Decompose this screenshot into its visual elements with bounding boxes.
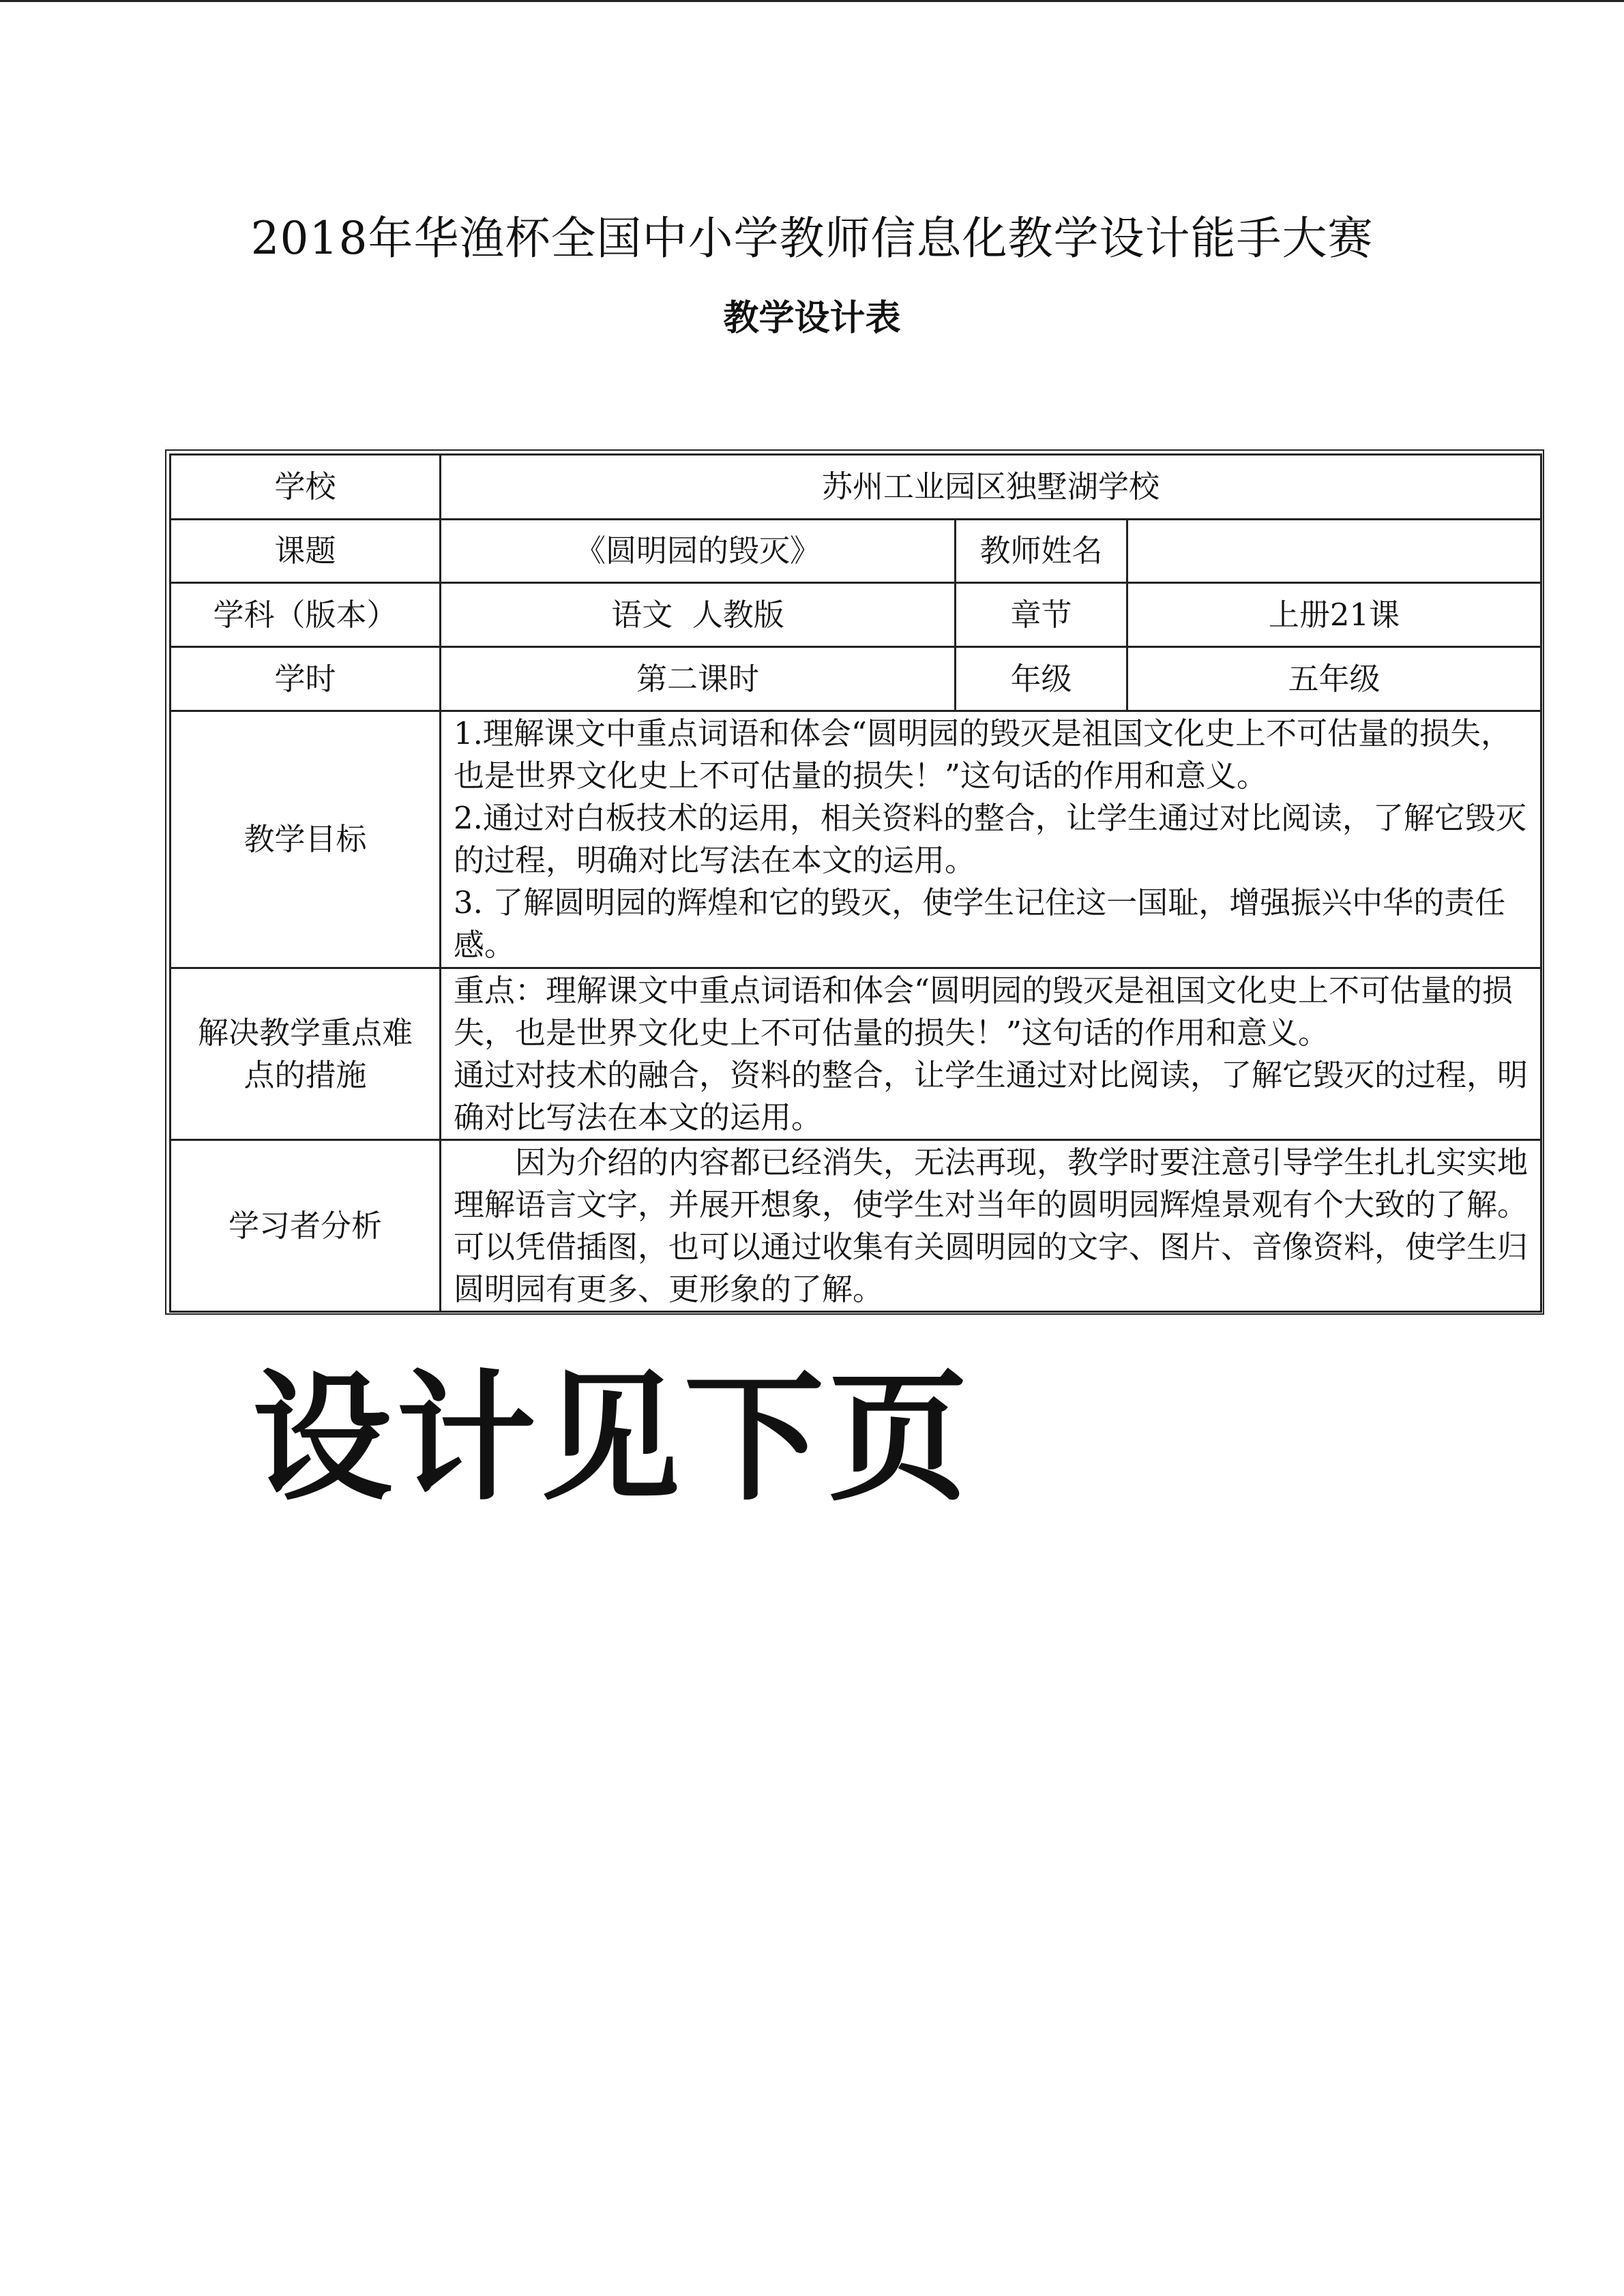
- table-row-subject: [171, 583, 1541, 647]
- learner-analysis-label: 学习者分析: [171, 1140, 441, 1312]
- objectives-content: [441, 711, 1541, 968]
- subject-value: 语文 人教版: [441, 583, 956, 647]
- table-row-topic: [171, 520, 1541, 583]
- teacher-name-value: [1127, 520, 1541, 583]
- objective-item: 2.通过对白板技术的运用，相关资料的整合，让学生通过对比阅读，了解它毁灭的过程，明确对比写法在本文的运用。: [454, 800, 1526, 878]
- period-value: 第二课时: [441, 647, 956, 711]
- period-label: 学时: [171, 647, 441, 711]
- table-row-learner: [171, 1140, 1541, 1312]
- table-row-objectives: [171, 711, 1541, 968]
- table-row-measures: [171, 968, 1541, 1140]
- school-label: 学校: [171, 455, 441, 520]
- objectives-label: 教学目标: [171, 711, 441, 968]
- learner-analysis-text: 因为介绍的内容都已经消失，无法再现，教学时要注意引导学生扎扎实实地理解语言文字，并展开想象，使学生对当年的圆明园辉煌景观有个大致的了解。可以凭借插图，也可以通过收集有关圆明园的文字、图片、音像资料，使学生归圆明园有更多、更形象的了解。: [454, 1144, 1529, 1307]
- chapter-value: 上册21课: [1127, 583, 1541, 647]
- school-value: 苏州工业园区独墅湖学校: [441, 455, 1541, 520]
- measures-label: 解决教学重点难点的措施: [171, 968, 441, 1140]
- page-top-border: [0, 0, 1624, 2]
- see-next-page-note: 设计见下页: [252, 1358, 972, 1520]
- subject-label: 学科（版本）: [171, 583, 441, 647]
- topic-value: 《圆明园的毁灭》: [441, 520, 956, 583]
- document-subtitle: 教学设计表: [723, 297, 901, 339]
- chapter-label: 章节: [956, 583, 1127, 647]
- objective-item: 1.理解课文中重点词语和体会“圆明园的毁灭是祖国文化史上不可估量的损失，也是世界文化史上不可估量的损失！”这句话的作用和意义。: [454, 715, 1511, 794]
- measures-content: [441, 968, 1541, 1140]
- grade-label: 年级: [956, 647, 1127, 711]
- learner-analysis-content: [441, 1140, 1541, 1312]
- objective-item: 3. 了解圆明园的辉煌和它的毁灭，使学生记住这一国耻，增强振兴中华的责任感。: [454, 884, 1506, 963]
- measure-item: 通过对技术的融合，资料的整合，让学生通过对比阅读，了解它毁灭的过程，明确对比写法在本文的运用。: [454, 1056, 1529, 1135]
- table-row-period: [171, 647, 1541, 711]
- topic-label: 课题: [171, 520, 441, 583]
- teacher-name-label: 教师姓名: [956, 520, 1127, 583]
- table-row-school: [171, 455, 1541, 520]
- measure-item: 重点：理解课文中重点词语和体会“圆明园的毁灭是祖国文化史上不可估量的损失，也是世界文化史上不可估量的损失！”这句话的作用和意义。: [454, 972, 1514, 1051]
- teaching-design-table: [169, 453, 1542, 1313]
- document-title: 2018年华渔杯全国中小学教师信息化教学设计能手大赛: [250, 212, 1374, 265]
- grade-value: 五年级: [1127, 647, 1541, 711]
